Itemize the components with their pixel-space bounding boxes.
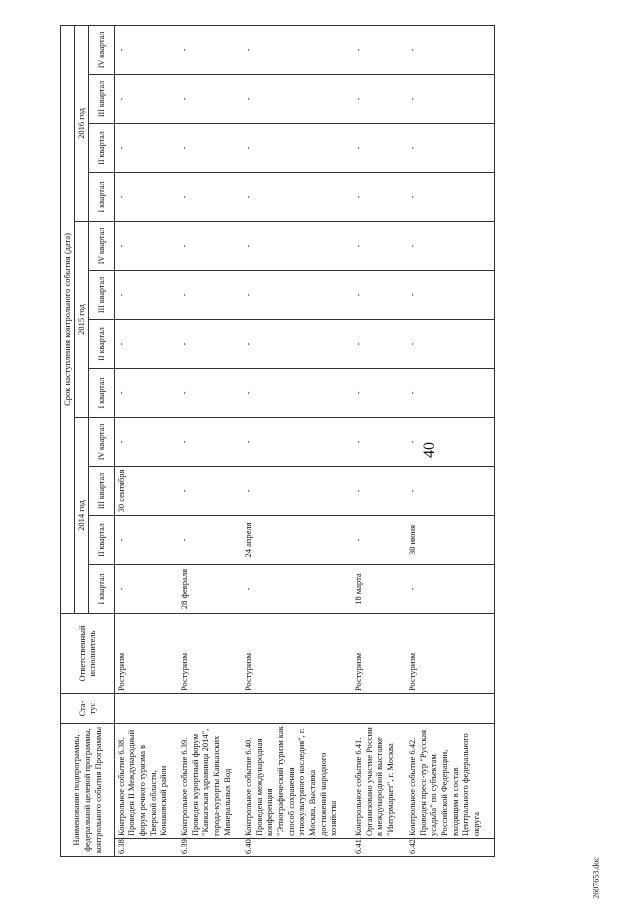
table-row (406, 25, 494, 856)
header-quarter: I квартал (88, 565, 114, 614)
quarter-cell: - (406, 565, 494, 614)
quarter-cell: 18 марта (352, 565, 406, 614)
quarter-cell: - (242, 320, 352, 369)
event-name: Контрольное событие 6.38. Проведен II Международный форум речного туризма в Тверской области, Конаковский район (114, 724, 178, 839)
quarter-cell: - (352, 222, 406, 271)
header-year: 2014 год (75, 418, 89, 614)
status-cell (114, 694, 178, 724)
page-number: 40 (421, 442, 438, 458)
row-number: 6.40. (242, 839, 352, 857)
rotated-page (60, 27, 600, 857)
header-quarter: IV квартал (88, 25, 114, 74)
header-status: Ста-тус (61, 694, 115, 724)
quarter-cell: - (178, 369, 242, 418)
row-number: 6.41. (352, 839, 406, 857)
header-quarter: I квартал (88, 369, 114, 418)
quarter-cell: - (352, 25, 406, 74)
header-quarter: II квартал (88, 124, 114, 173)
header-quarter: II квартал (88, 320, 114, 369)
quarter-cell: - (352, 369, 406, 418)
control-events-table (60, 25, 495, 857)
row-number: 6.42. (406, 839, 494, 857)
header-quarter: I квартал (88, 173, 114, 222)
row-number: 6.38. (114, 839, 178, 857)
table-row (178, 25, 242, 856)
responsible-cell: Ростуризм (178, 614, 242, 694)
quarter-cell: - (114, 369, 178, 418)
quarter-cell: - (352, 320, 406, 369)
responsible-cell: Ростуризм (114, 614, 178, 694)
event-name: Контрольное событие 6.41. Организовано участие России в международной выставке "Интурмаркет", г. Москва (352, 724, 406, 839)
header-quarter: IV квартал (88, 222, 114, 271)
header-responsible: Ответственный исполнитель (61, 614, 115, 694)
quarter-cell: - (352, 75, 406, 124)
quarter-cell: - (242, 467, 352, 516)
status-cell (406, 694, 494, 724)
table-row (352, 25, 406, 856)
quarter-cell: - (406, 467, 494, 516)
header-quarter: III квартал (88, 467, 114, 516)
header-deadline: Срок наступления контрольного события (дата) (61, 25, 75, 613)
quarter-cell: - (352, 467, 406, 516)
quarter-cell: - (178, 173, 242, 222)
header-quarter: II квартал (88, 516, 114, 565)
quarter-cell: - (178, 418, 242, 467)
quarter-cell: - (114, 271, 178, 320)
quarter-cell: 24 апреля (242, 516, 352, 565)
header-name: Наименование подпрограммы, федеральной целевой программы, контрольного события Программы (61, 724, 115, 857)
quarter-cell: - (178, 222, 242, 271)
quarter-cell: 30 сентября (114, 467, 178, 516)
quarter-cell: - (242, 173, 352, 222)
quarter-cell: - (114, 418, 178, 467)
header-quarter: IV квартал (88, 418, 114, 467)
quarter-cell: - (242, 271, 352, 320)
header-year: 2015 год (75, 222, 89, 418)
quarter-cell: - (242, 222, 352, 271)
quarter-cell: - (114, 173, 178, 222)
quarter-cell: - (406, 320, 494, 369)
quarter-cell: - (114, 320, 178, 369)
quarter-cell: 30 июня (406, 516, 494, 565)
quarter-cell: - (242, 25, 352, 74)
quarter-cell: - (242, 565, 352, 614)
status-cell (352, 694, 406, 724)
quarter-cell: - (114, 25, 178, 74)
header-quarter: III квартал (88, 75, 114, 124)
status-cell (242, 694, 352, 724)
quarter-cell: - (352, 418, 406, 467)
quarter-cell: - (406, 124, 494, 173)
quarter-cell: - (406, 173, 494, 222)
quarter-cell: - (114, 222, 178, 271)
quarter-cell: - (178, 124, 242, 173)
quarter-cell: - (352, 173, 406, 222)
quarter-cell: - (406, 271, 494, 320)
quarter-cell: - (352, 124, 406, 173)
quarter-cell: - (178, 467, 242, 516)
quarter-cell: - (242, 418, 352, 467)
responsible-cell: Ростуризм (406, 614, 494, 694)
quarter-cell: - (114, 75, 178, 124)
quarter-cell: - (406, 75, 494, 124)
row-number: 6.39. (178, 839, 242, 857)
quarter-cell: - (406, 222, 494, 271)
quarter-cell: - (178, 516, 242, 565)
quarter-cell: - (406, 25, 494, 74)
quarter-cell: - (114, 124, 178, 173)
status-cell (178, 694, 242, 724)
quarter-cell: - (114, 516, 178, 565)
quarter-cell: - (242, 369, 352, 418)
table-row (242, 25, 352, 856)
quarter-cell: - (406, 369, 494, 418)
quarter-cell: - (178, 25, 242, 74)
header-quarter: III квартал (88, 271, 114, 320)
quarter-cell: - (178, 271, 242, 320)
quarter-cell: - (242, 75, 352, 124)
quarter-cell: - (178, 75, 242, 124)
quarter-cell: 28 февраля (178, 565, 242, 614)
responsible-cell: Ростуризм (352, 614, 406, 694)
quarter-cell: - (406, 418, 494, 467)
responsible-cell: Ростуризм (242, 614, 352, 694)
landscape-content (60, 27, 600, 857)
event-name: Контрольное событие 6.40. Проведена международная конференция "Этнографический туризм как способ сохранения этнокультурного наследия", г. Москва, Выставка достижений народного хозяйства (242, 724, 352, 839)
quarter-cell: - (352, 271, 406, 320)
quarter-cell: - (242, 124, 352, 173)
event-name: Контрольное событие 6.42. Проведен пресс-тур "Русская усадьба" по субъектам Российской Федерации, входящим в состав Центрального федерального округа (406, 724, 494, 839)
quarter-cell: - (114, 565, 178, 614)
event-name: Контрольное событие 6.39. Проведен курортный форум "Кавказская здравница 2014", города-курорты Кавказских Минеральных Вод (178, 724, 242, 839)
header-year: 2016 год (75, 25, 89, 221)
table-row (114, 25, 178, 856)
quarter-cell: - (352, 516, 406, 565)
quarter-cell: - (178, 320, 242, 369)
document-code: 2607653.doc (591, 857, 601, 899)
